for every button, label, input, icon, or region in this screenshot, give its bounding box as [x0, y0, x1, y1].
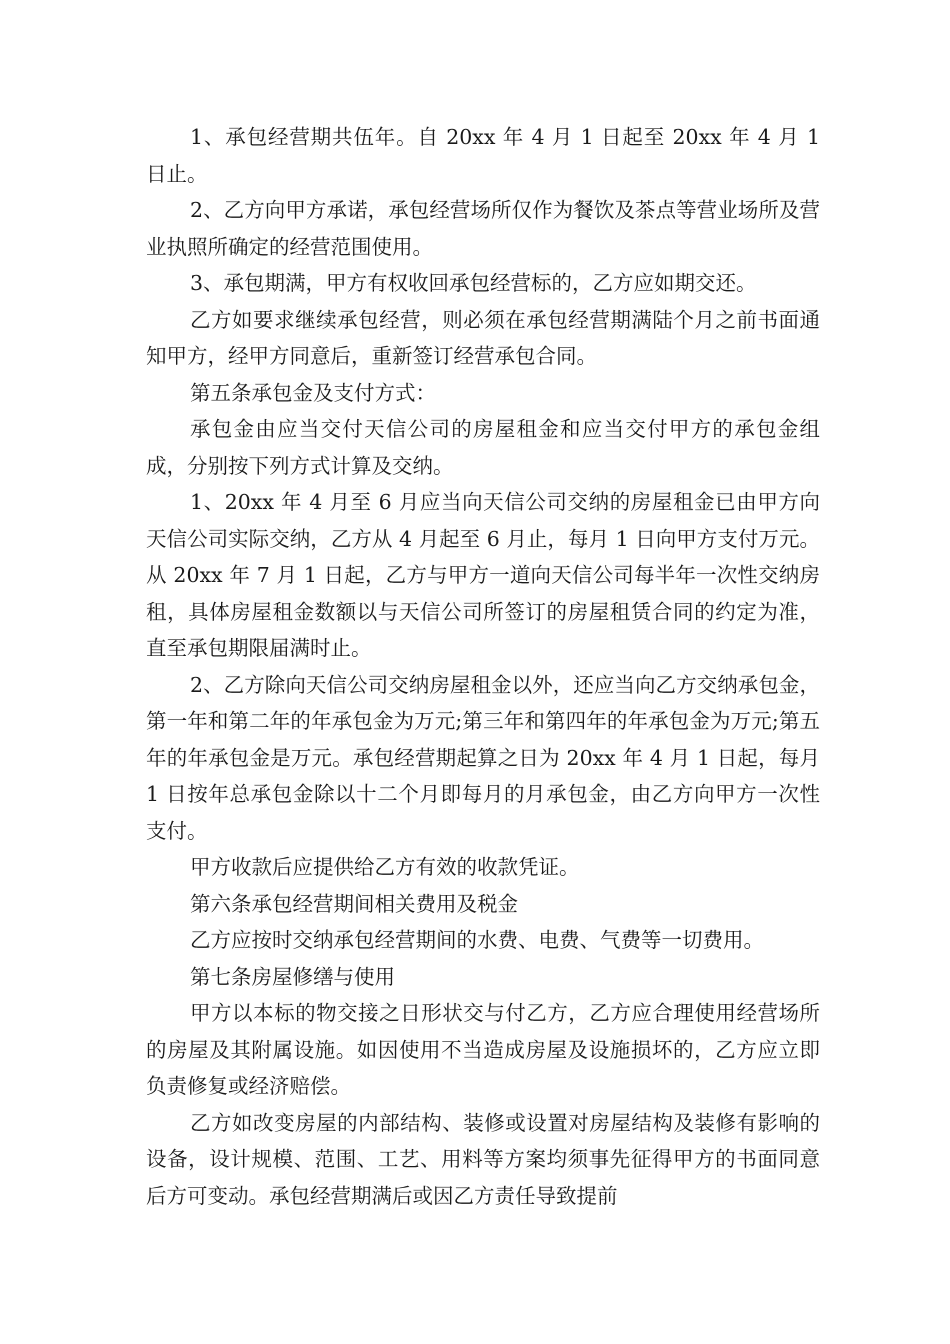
- paragraph-handover-use: 甲方以本标的物交接之日形状交与付乙方，乙方应合理使用经营场所的房屋及其附属设施。如因使用不当造成房屋及设施损坏的，乙方应立即负责修复或经济赔偿。: [146, 1001, 820, 1098]
- article-6-heading: 第六条承包经营期间相关费用及税金: [190, 891, 518, 916]
- paragraph-alteration: 乙方如改变房屋的内部结构、装修或设置对房屋结构及装修有影响的设备，设计规模、范围、工艺、用料等方案均须事先征得甲方的书面同意后方可变动。承包经营期满后或因乙方责任导致提前: [146, 1110, 820, 1208]
- paragraph-renewal: 乙方如要求继续承包经营，则必须在承包经营期满陆个月之前书面通知甲方，经甲方同意后，重新签订经营承包合同。: [146, 307, 820, 368]
- document-page: [146, 119, 820, 1214]
- paragraph-expiry-return: 3、承包期满，甲方有权收回承包经营标的，乙方应如期交还。: [190, 271, 757, 295]
- paragraph-contract-fee: 2、乙方除向天信公司交纳房屋租金以外，还应当向乙方交纳承包金，第一年和第二年的年承包金为万元;第三年和第四年的年承包金为万元;第五年的年承包金是万元。承包经营期起算之日为 20xx 年 4 月 1 日起，每月 1 日按年总承包金除以十二个月即每月的月承包金，由乙方向甲方一次性支付。: [146, 672, 820, 843]
- article-7-heading: 第七条房屋修缮与使用: [190, 964, 395, 989]
- paragraph-term-period: 1、承包经营期共伍年。自 20xx 年 4 月 1 日起至 20xx 年 4 月 1 日止。: [146, 125, 820, 186]
- paragraph-rent-payment: 1、20xx 年 4 月至 6 月应当向天信公司交纳的房屋租金已由甲方向天信公司实际交纳，乙方从 4 月起至 6 月止，每月 1 日向甲方支付万元。从 20xx 年 7 月 1 日起，乙方与甲方一道向天信公司每半年一次性交纳房租，具体房屋租金数额以与天信公司所签订的房屋租赁合同的约定为准，直至承包期限届满时止。: [146, 490, 820, 660]
- paragraph-utility-fees: 乙方应按时交纳承包经营期间的水费、电费、气费等一切费用。: [190, 928, 764, 952]
- paragraph-receipt: 甲方收款后应提供给乙方有效的收款凭证。: [190, 855, 580, 879]
- paragraph-business-scope: 2、乙方向甲方承诺，承包经营场所仅作为餐饮及茶点等营业场所及营业执照所确定的经营范围使用。: [146, 198, 820, 259]
- paragraph-fee-composition: 承包金由应当交付天信公司的房屋租金和应当交付甲方的承包金组成，分别按下列方式计算及交纳。: [146, 417, 820, 478]
- article-5-heading: 第五条承包金及支付方式：: [190, 380, 436, 405]
